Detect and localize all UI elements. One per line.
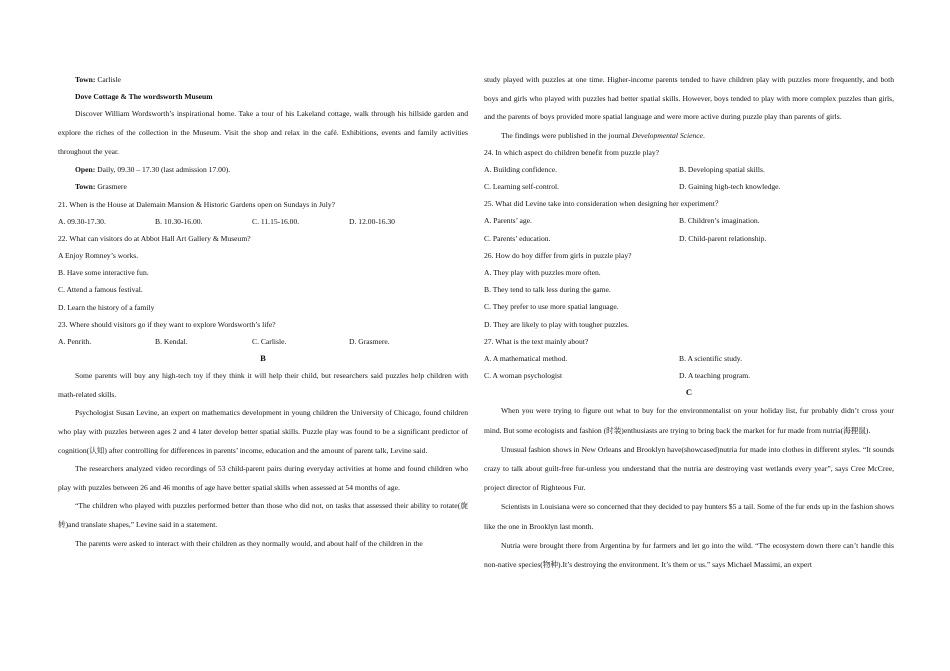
question-24-options-row-2: [484, 178, 894, 195]
option-d[interactable]: D. 12.00-16.30: [349, 216, 395, 226]
question-23-options: [58, 333, 468, 350]
town-label: Town:: [75, 182, 96, 192]
question-27-options-row-1: [484, 350, 894, 367]
question-25-options-row-2: [484, 230, 894, 247]
section-c-heading: C: [685, 387, 693, 398]
open-value: Daily, 09.30 – 17.30 (last admission 17.00).: [97, 165, 231, 175]
option-d[interactable]: D. They are likely to play with tougher puzzles.: [484, 319, 629, 329]
option-b[interactable]: B. 10.30-16.00.: [155, 216, 203, 226]
passage-b-paragraph-5: The parents were asked to interact with their children as they normally would, and about half of the children in the: [75, 538, 423, 548]
question-21-options: [58, 213, 468, 230]
question-26: 26. How do boy differ from girls in puzzle play?: [484, 250, 632, 260]
passage-b-paragraph-6: [484, 127, 894, 144]
question-27-options-row-2: [484, 367, 894, 384]
passage-c-paragraph-4: Nutria were brought there from Argentina by fur farmers and let go into the wild. “The ecosystem down there can’t handle this non-native species(物种).It’s destroying the environment. It’s them or us.” says Michael Massimi, an expert: [484, 540, 894, 569]
question-22: 22. What can visitors do at Abbot Hall Art Gallery & Museum?: [58, 233, 251, 243]
option-d[interactable]: D. Gaining high-tech knowledge.: [679, 182, 781, 192]
option-b[interactable]: B. Kendal.: [155, 337, 188, 347]
findings-period: .: [703, 130, 705, 140]
option-c[interactable]: C. Carlisle.: [252, 337, 287, 347]
passage-b-paragraph-5-continued: study played with puzzles at one time. Higher-income parents tended to have children play with puzzles more frequently, and both boys and girls who played with puzzles had better spatial skills. However, boys tended to play with more complex puzzles than girls, and the parents of boys provided more spatial language and were more active during puzzle play than parents of girls.: [484, 75, 894, 121]
option-b[interactable]: B. Developing spatial skills.: [679, 164, 765, 174]
option-c[interactable]: C. 11.15-16.00.: [252, 216, 300, 226]
passage-c-paragraph-2: Unusual fashion shows in New Orleans and Brooklyn have(showcased)nutria fur made into clothes in different styles. “It sounds crazy to talk about guilt-free fur-unless you understand that the nutria are destroying vast wetlands every year”, says Cree McCree, project director of Righteous Fur.: [484, 444, 894, 493]
option-c[interactable]: C. Learning self-control.: [484, 182, 560, 192]
question-25-options-row-1: [484, 212, 894, 229]
section-b-heading: B: [260, 353, 266, 364]
passage-c-paragraph-3: Scientists in Louisiana were so concerned that they decided to pay hunters $5 a tail. Some of the fur ends up in the fashion shows like the one in Brooklyn last month.: [484, 502, 894, 531]
option-c[interactable]: C. A woman psychologist: [484, 371, 563, 381]
option-a[interactable]: A. Building confidence.: [484, 164, 557, 174]
left-column: [58, 71, 468, 553]
question-24-options-row-1: [484, 161, 894, 178]
option-b[interactable]: B. Children’s imagination.: [679, 216, 760, 226]
right-column: [484, 71, 894, 574]
question-23: 23. Where should visitors go if they want to explore Wordsworth’s life?: [58, 319, 276, 329]
passage-c-paragraph-1: When you were trying to figure out what to buy for the environmentalist on your holiday list, fur probably didn’t cross your mind. But some ecologists and fashion (时装)enthusiasts are trying to bring back the market for fur made from nutria(海狸鼠).: [484, 406, 894, 435]
passage-b-paragraph-2: Psychologist Susan Levine, an expert on mathematics development in young children the University of Chicago, found children who play with puzzles between ages 2 and 4 later develop better spatial skills. Puzzle play was found to be a significant predictor of cognition(认知) after controlling for differences in parents’ income, education and the amount of parent talk, Levine said.: [58, 408, 468, 455]
option-a[interactable]: A Enjoy Romney’s works.: [58, 251, 139, 261]
town-line: [58, 71, 468, 88]
passage-b-paragraph-1: Some parents will buy any high-tech toy if they think it will help their child, but researchers said puzzles help children with math-related skills.: [58, 371, 468, 399]
passage-b-paragraph-3: The researchers analyzed video recordings of 53 child-parent pairs during everyday activities at home and found children who play with puzzles between 26 and 46 months of age have better spatial skills when assessed at 54 months of age.: [58, 464, 468, 492]
option-b[interactable]: B. A scientific study.: [679, 353, 742, 363]
option-d[interactable]: D. Child-parent relationship.: [679, 233, 767, 243]
option-a[interactable]: A. Parents’ age.: [484, 216, 532, 226]
town-value: Grasmere: [97, 182, 127, 192]
open-label: Open:: [75, 165, 96, 175]
option-a[interactable]: A. Penrith.: [58, 337, 92, 347]
town-value: Carlisle: [97, 75, 121, 84]
option-c[interactable]: C. They prefer to use more spatial language.: [484, 302, 619, 312]
option-a[interactable]: A. They play with puzzles more often.: [484, 268, 601, 277]
question-21: 21. When is the House at Dalemain Mansion & Historic Gardens open on Sundays in July?: [58, 199, 335, 209]
venue-title: Dove Cottage & The wordsworth Museum: [75, 92, 213, 102]
option-c[interactable]: C. Parents’ education.: [484, 233, 551, 243]
option-d[interactable]: D. Learn the history of a family: [58, 302, 155, 312]
journal-name: Developmental Science: [631, 130, 704, 140]
option-b[interactable]: B. Have some interactive fun.: [58, 268, 149, 278]
option-d[interactable]: D. Grasmere.: [349, 337, 390, 347]
option-c[interactable]: C. Attend a famous festival.: [58, 285, 143, 295]
venue-description: Discover William Wordsworth’s inspirational home. Take a tour of his Lakeland cottage, walk through his hillside garden and explore the riches of the collection in the Museum. Visit the shop and relax in the café. Exhibitions, events and family activities throughout the year.: [58, 109, 468, 156]
open-hours-line: [58, 161, 468, 178]
question-27: 27. What is the text mainly about?: [484, 336, 589, 346]
option-a[interactable]: A. 09.30-17.30.: [58, 216, 106, 226]
town-label: Town:: [75, 75, 96, 84]
findings-text: The findings were published in the journal: [501, 130, 632, 140]
town-line: [58, 178, 468, 195]
option-a[interactable]: A. A mathematical method.: [484, 353, 568, 363]
passage-b-paragraph-4: “The children who played with puzzles performed better than those who did not, on tasks that assessed their ability to rotate(旋转)and translate shapes,” Levine said in a statement.: [58, 501, 468, 529]
option-d[interactable]: D. A teaching program.: [679, 371, 751, 381]
question-24: 24. In which aspect do children benefit from puzzle play?: [484, 147, 660, 157]
option-b[interactable]: B. They tend to talk less during the game.: [484, 285, 611, 295]
question-25: 25. What did Levine take into consideration when designing her experiment？: [484, 199, 723, 209]
